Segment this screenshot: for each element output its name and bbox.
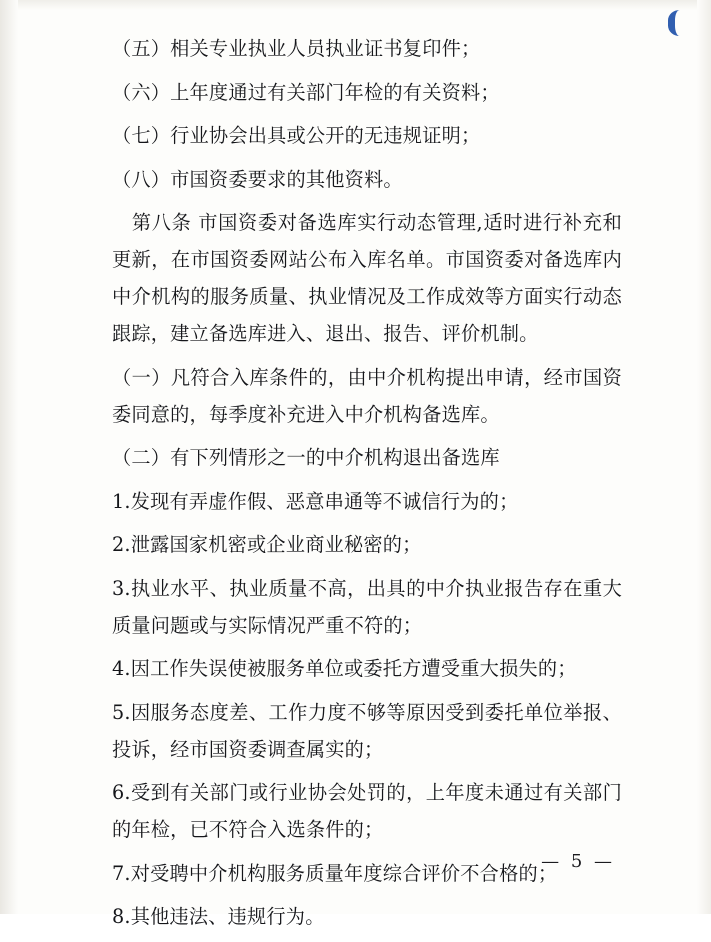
binding-mark-icon [668, 10, 697, 36]
page-number: — 5 — [541, 851, 615, 872]
paragraph-sub-7: 7.对受聘中介机构服务质量年度综合评价不合格的； [112, 861, 558, 885]
page-edge-shadow-left [0, 0, 18, 914]
paragraph-sub-1: 1.发现有弄虚作假、恶意串通等不诚信行为的； [112, 489, 519, 513]
page-edge-shadow-right [697, 0, 711, 914]
paragraph-sub-8: 8.其他违法、违规行为。 [112, 905, 325, 928]
paragraph-sub-2: 2.泄露国家机密或企业商业秘密的； [112, 533, 422, 556]
page-edge-shadow-top [0, 0, 711, 10]
paragraph-article-8: 第八条 市国资委对备选库实行动态管理,适时进行补充和更新，在市国资委网站公布入库名单。市国资委对备选库内中介机构的服务质量、执业情况及工作成效等方面实行动态跟踪，建立备选库进入、退出、报告、评价机制。 [112, 211, 622, 345]
paragraph-clause-1: （一）凡符合入库条件的，由中介机构提出申请，经市国资委同意的，每季度补充进入中介机构备选库。 [112, 365, 622, 426]
paragraph-item-5: （五）相关专业执业人员执业证书复印件； [112, 37, 481, 60]
paragraph-sub-4: 4.因工作失误使被服务单位或委托方遭受重大损失的； [112, 657, 577, 680]
paragraph-sub-3: 3.执业水平、执业质量不高，出具的中介执业报告存在重大质量问题或与实际情况严重不符的； [112, 576, 622, 637]
document-body [112, 30, 622, 942]
paragraph-sub-5: 5.因服务态度差、工作力度不够等原因受到委托单位举报、投诉，经市国资委调查属实的； [112, 700, 622, 761]
paragraph-item-6: （六）上年度通过有关部门年检的有关资料； [112, 80, 500, 104]
paragraph-sub-6: 6.受到有关部门或行业协会处罚的，上年度未通过有关部门的年检，已不符合入选条件的； [112, 781, 622, 841]
paragraph-item-8: （八）市国资委要求的其他资料。 [112, 167, 403, 191]
paragraph-item-7: （七）行业协会出具或公开的无违规证明； [112, 124, 481, 147]
paragraph-clause-2: （二）有下列情形之一的中介机构退出备选库 [112, 446, 500, 469]
